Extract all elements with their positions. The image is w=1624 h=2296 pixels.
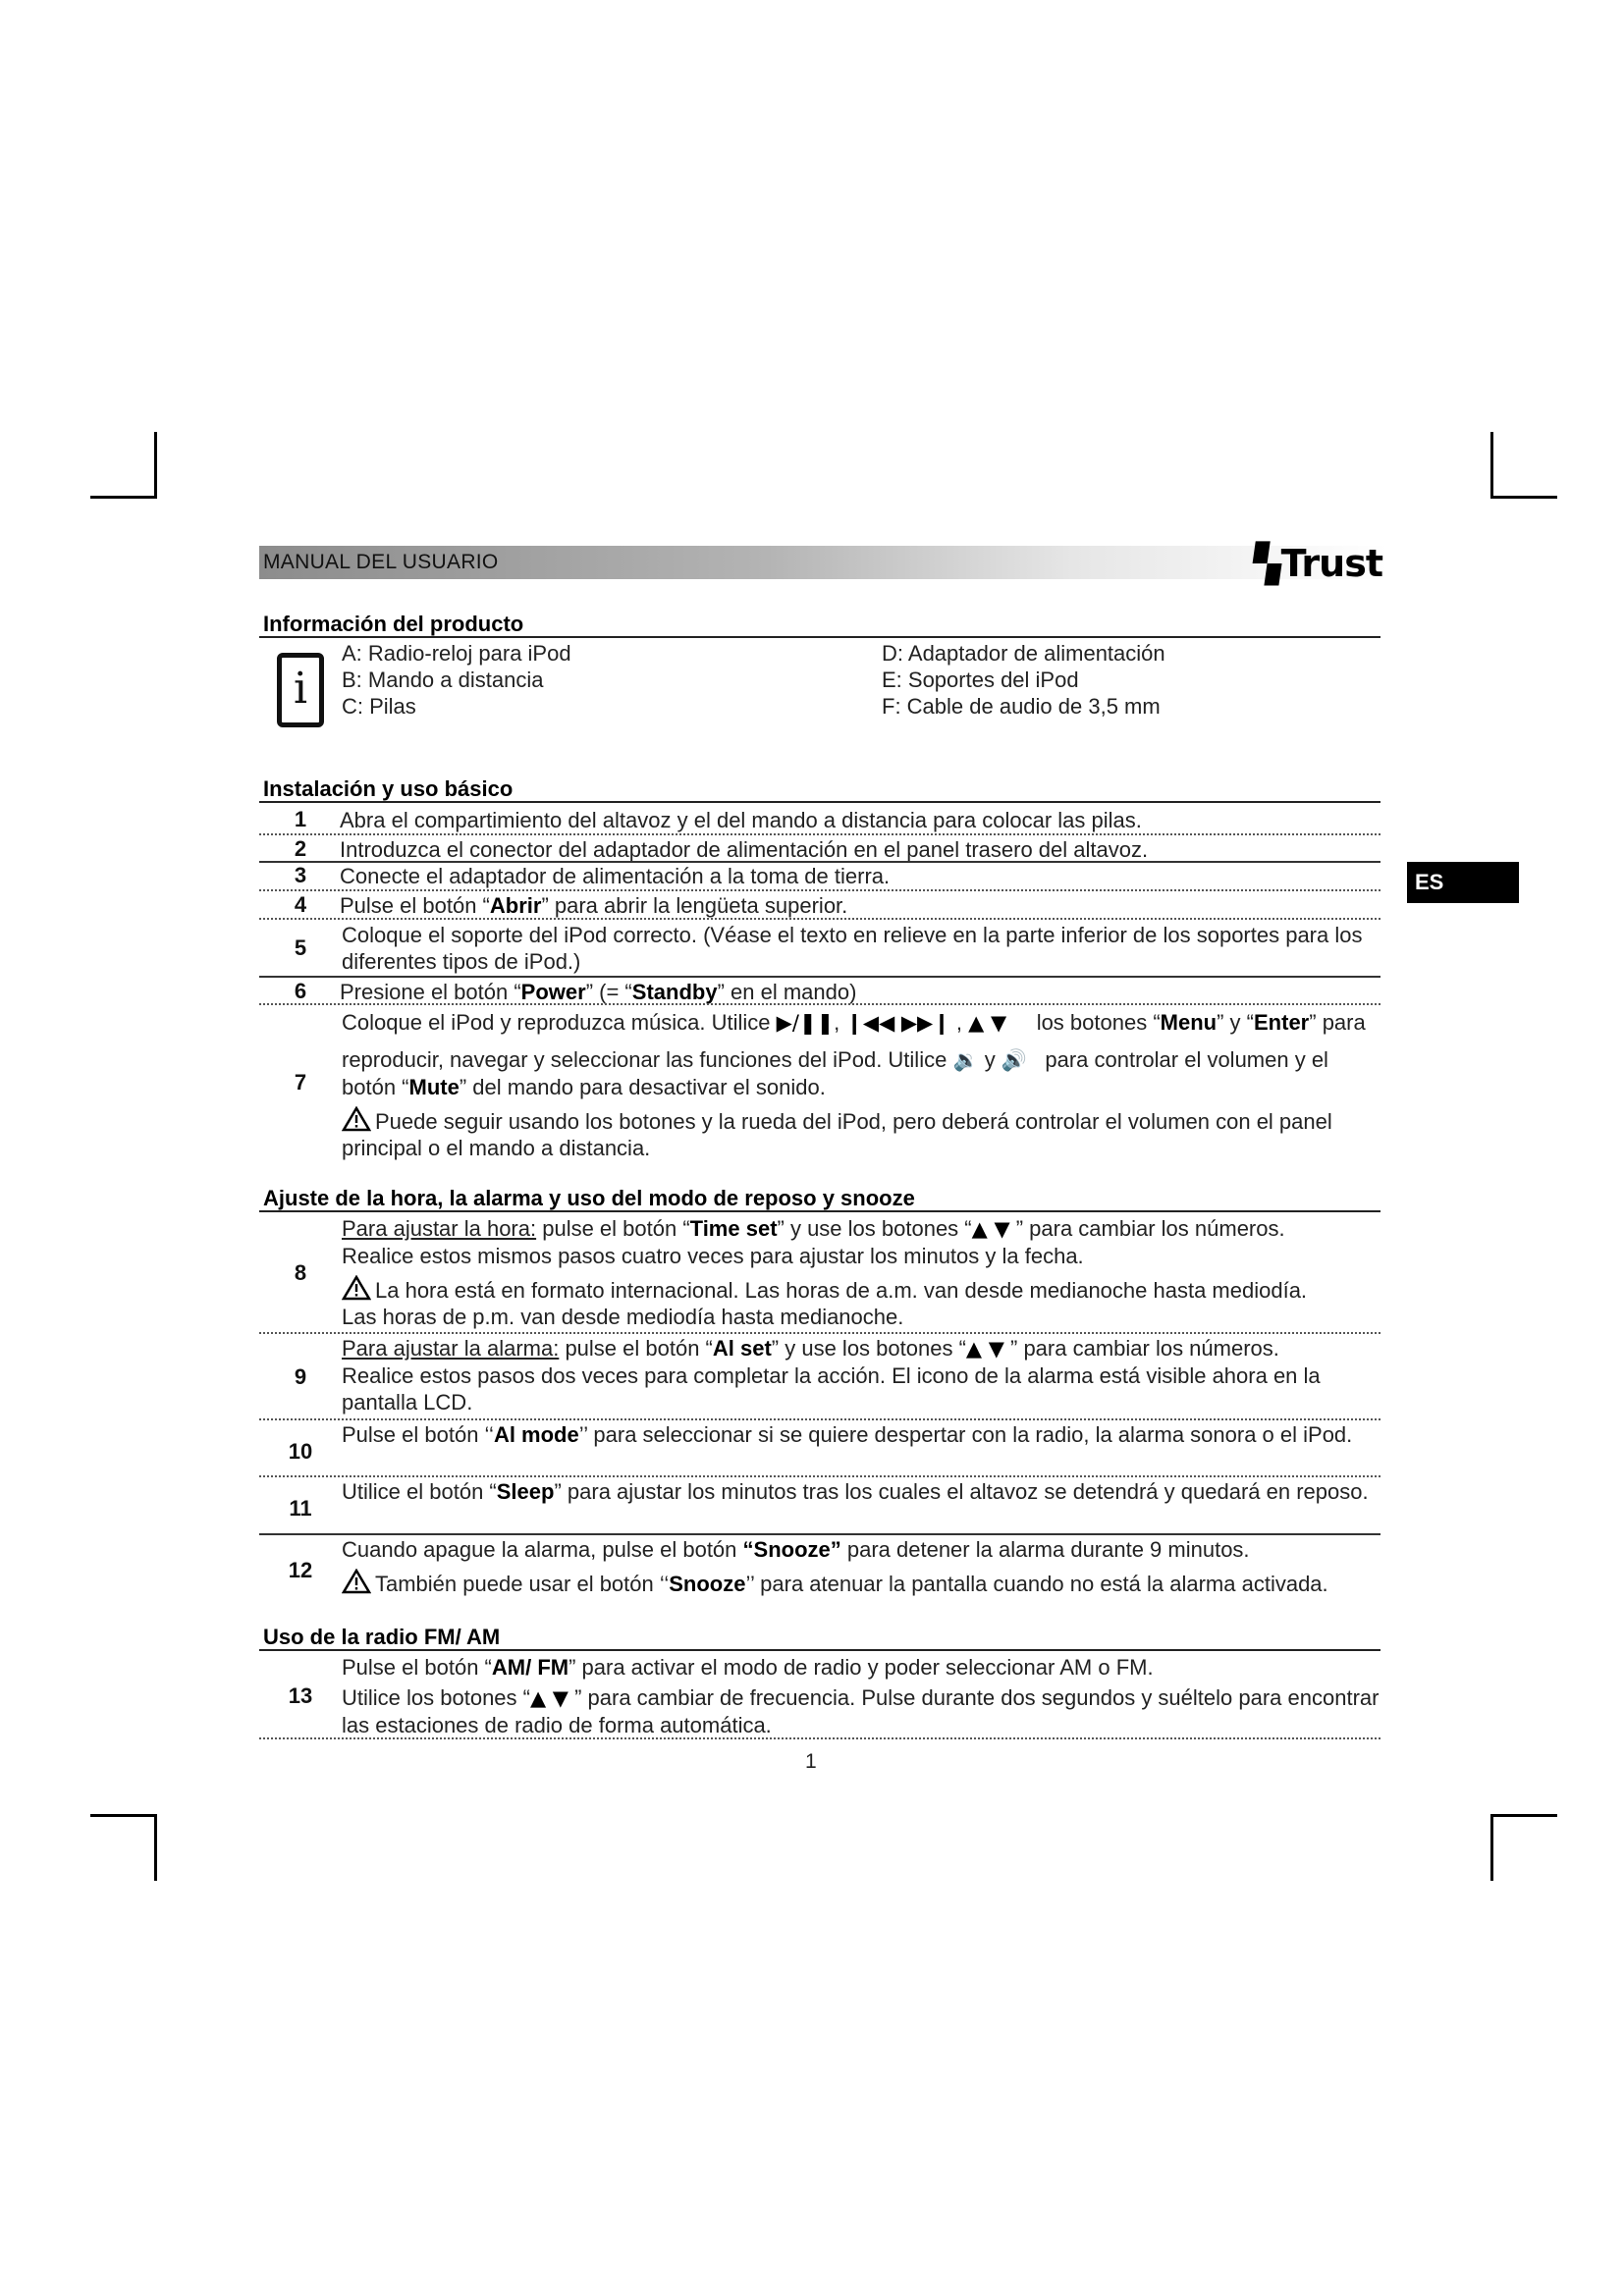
product-item: E: Soportes del iPod [882,667,1079,692]
step-7-line-2: reproducir, navegar y seleccionar las funciones del iPod. Utilice 🔉 y 🔊 para controlar el volumen y el [342,1047,1328,1072]
step-number: 3 [294,863,307,887]
step-text: Introduzca el conector del adaptador de alimentación en el panel trasero del altavoz. [340,837,1149,862]
product-item: F: Cable de audio de 3,5 mm [882,694,1161,719]
step-text [342,1009,1382,1161]
step-7-line-3: botón “Mute” del mando para desactivar el sonido. [342,1075,826,1099]
section-title-installation: Instalación y uso básico [263,776,514,801]
step-row [259,1215,1380,1331]
step-number: 6 [294,979,307,1003]
step-number: 11 [289,1496,312,1521]
crop-mark-bottom-left-v [154,1814,157,1881]
section-rule [259,1649,1380,1651]
step-7-line-1: Coloque el iPod y reproduzca música. Utilice ▶/❚❚, ❙◀◀ ▶▶❙ , ▲ ▼ los botones “Menu” y “Enter” para [342,1010,1366,1035]
step-text: Para ajustar la alarma: pulse el botón “Al set” y use los botones “▲ ▼ ” para cambiar los números. Realice estos pasos dos veces para completar la acción. El icono de la alarma está visible ahora en la pantalla LCD. [342,1336,1321,1415]
product-item: B: Mando a distancia [342,667,544,692]
warning-icon [342,1106,371,1132]
step-7-note: Puede seguir usando los botones y la rueda del iPod, pero deberá controlar el volumen con el panel principal o el mando a distancia. [342,1106,1382,1161]
crop-mark-top-left-h [90,496,157,499]
play-pause-icon: ▶/❚❚ [776,1011,835,1035]
step-text: Pulse el botón “AM/ FM” para activar el modo de radio y poder seleccionar AM o FM. Utilice los botones “▲ ▼ ” para cambiar de frecuencia. Pulse durante dos segundos y suéltelo para encontrar las estaciones de radio de forma automática. [342,1655,1380,1737]
section-title-time-alarm: Ajuste de la hora, la alarma y uso del modo de reposo y snooze [263,1186,915,1210]
language-tab: ES [1407,862,1519,903]
step-number: 4 [294,892,307,917]
row-divider [259,1332,1380,1334]
step-number: 9 [294,1364,307,1389]
step-text: Pulse el botón “Abrir” para abrir la lengüeta superior. [340,893,848,918]
crop-mark-top-left-v [154,432,157,499]
step-number: 5 [294,935,307,960]
step-number: 1 [294,807,307,831]
step-row [259,1536,1380,1601]
crop-mark-top-right-h [1490,496,1557,499]
step-text: Conecte el adaptador de alimentación a la toma de tierra. [340,864,891,888]
volume-down-icon: 🔉 [952,1048,979,1072]
trust-logo: ▚Trust [1250,542,1382,585]
row-divider [259,1003,1380,1005]
crop-mark-bottom-right-v [1490,1814,1493,1881]
section-rule [259,1210,1380,1212]
product-item: A: Radio-reloj para iPod [342,641,571,666]
step-text: Coloque el soporte del iPod correcto. (Véase el texto en relieve en la parte inferior de los soportes para los diferentes tipos de iPod.) [342,923,1363,974]
step-text: Abra el compartimiento del altavoz y el del mando a distancia para colocar las pilas. [340,808,1142,832]
volume-up-icon: 🔊 [1001,1048,1028,1072]
warning-icon [342,1275,371,1301]
up-down-arrows-icon: ▲ ▼ [965,1337,1004,1361]
info-icon: i [277,653,324,727]
section-rule [259,636,1380,638]
section-title-radio: Uso de la radio FM/ AM [263,1625,501,1649]
manual-title: MANUAL DEL USUARIO [263,551,499,573]
step-text: Pulse el botón ‘‘Al mode’’ para seleccionar si se quiere despertar con la radio, la alarma sonora o el iPod. [342,1422,1353,1447]
step-number: 2 [294,836,307,861]
step-row [259,1654,1380,1736]
up-down-arrows-icon: ▲ ▼ [968,1011,1007,1035]
row-divider [259,1737,1380,1739]
step-row [259,1421,1380,1476]
step-number: 13 [288,1683,313,1708]
step-number: 8 [294,1260,307,1285]
step-text: Para ajustar la hora: pulse el botón “Time set” y use los botones “▲ ▼ ” para cambiar los números. Realice estos mismos pasos cuatro veces para ajustar los minutos y la fecha. La hora está en formato internacional. Las horas de a.m. van desde medianoche hasta mediodía. Las horas de p.m. van desde mediodía hasta medianoche. [342,1216,1308,1329]
crop-mark-bottom-right-h [1490,1814,1557,1817]
step-text: Presione el botón “Power” (= “Standby” en el mando) [340,980,857,1004]
step-number: 12 [288,1558,313,1582]
step-row [259,922,1380,977]
row-divider [259,1475,1380,1477]
step-row [259,1335,1380,1417]
crop-mark-top-right-v [1490,432,1493,499]
warning-icon [342,1569,371,1594]
section-rule [259,801,1380,803]
row-divider [259,1533,1380,1535]
step-number: 7 [294,1070,307,1095]
step-row [259,1007,1380,1160]
skip-icon: ❙◀◀ ▶▶❙ [845,1011,950,1035]
crop-mark-bottom-left-h [90,1814,157,1817]
header-bar [259,542,1388,585]
row-divider [259,918,1380,920]
up-down-arrows-icon: ▲ ▼ [971,1217,1010,1241]
step-text: Utilice el botón “Sleep” para ajustar los minutos tras los cuales el altavoz se detendrá y quedará en reposo. [342,1479,1369,1504]
step-row [259,1478,1380,1533]
page-number: 1 [805,1750,817,1773]
step-text: Cuando apague la alarma, pulse el botón “Snooze” para detener la alarma durante 9 minutos. También puede usar el botón ‘‘Snooze’’ para atenuar la pantalla cuando no está la alarma activada. [342,1537,1328,1596]
product-item: C: Pilas [342,694,416,719]
product-item: D: Adaptador de alimentación [882,641,1165,666]
row-divider [259,976,1380,978]
row-divider [259,1418,1380,1420]
row-divider [259,833,1380,835]
row-divider [259,889,1380,891]
step-number: 10 [288,1439,313,1464]
section-title-product-info: Información del producto [263,612,524,636]
up-down-arrows-icon: ▲ ▼ [529,1686,568,1710]
